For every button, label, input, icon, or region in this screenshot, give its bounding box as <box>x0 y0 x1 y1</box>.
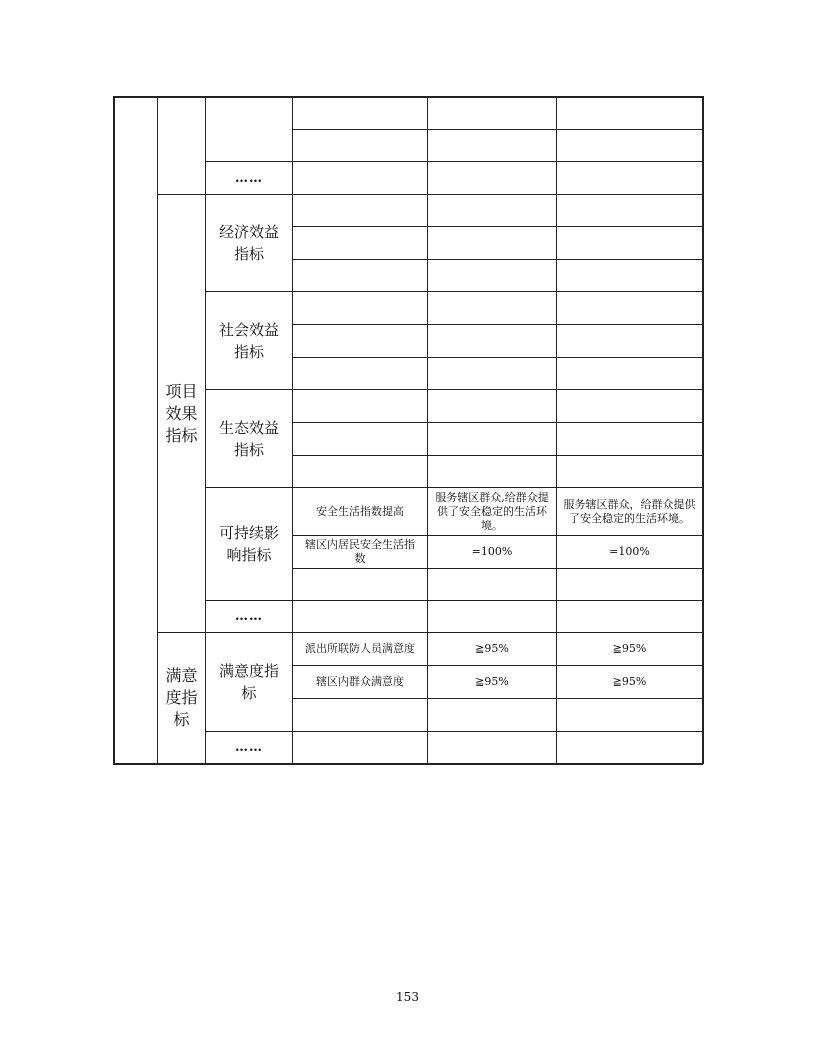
ellipsis-row-1: …… <box>235 170 263 186</box>
category-satisfaction-label: 满意度指标 <box>165 666 198 729</box>
table-row-sustain-1-actual: 服务辖区群众，给群众提供了安全稳定的生活环境。 <box>563 497 696 525</box>
table-row-satis-1-actual: ≧95% <box>612 642 647 655</box>
table-row-sustain-2-actual: =100% <box>609 545 650 558</box>
indicator-satisfaction-label: 满意度指标 <box>218 662 279 702</box>
ellipsis-row-3: …… <box>235 740 263 755</box>
table-row-satis-1-indicator: 派出所联防人员满意度 <box>305 642 415 655</box>
indicator-social-label: 社会效益指标 <box>218 320 279 361</box>
table-row-sustain-1-target: 服务辖区群众,给群众提供了安全稳定的生活环境。 <box>435 490 549 532</box>
table-row-sustain-2-indicator: 辖区内居民安全生活指数 <box>305 538 415 565</box>
indicator-economic <box>206 195 292 291</box>
table-row-satis-2-target: ≧95% <box>475 675 509 688</box>
category-project-effect-label: 项目效果指标 <box>165 381 198 445</box>
indicator-satisfaction <box>206 633 292 731</box>
table-row-sustain-2-target: =100% <box>471 545 513 558</box>
category-project-effect <box>158 195 205 632</box>
table-row-satis-2-actual: ≧95% <box>612 675 647 688</box>
table-row-satis-1-target: ≧95% <box>475 642 509 655</box>
indicator-ecological <box>206 390 292 487</box>
indicator-economic-label: 经济效益指标 <box>218 223 279 263</box>
table-row-satis-2-indicator: 辖区内群众满意度 <box>316 675 404 688</box>
table-row-sustain-1-indicator: 安全生活指数提高 <box>316 504 404 518</box>
category-satisfaction <box>158 633 205 763</box>
indicator-social <box>206 292 292 389</box>
indicator-sustainable <box>206 488 292 600</box>
ellipsis-row-2: …… <box>235 609 263 624</box>
indicator-sustainable-label: 可持续影响指标 <box>218 524 279 564</box>
page-number: 153 <box>396 990 419 1004</box>
indicator-ecological-label: 生态效益指标 <box>218 418 279 459</box>
